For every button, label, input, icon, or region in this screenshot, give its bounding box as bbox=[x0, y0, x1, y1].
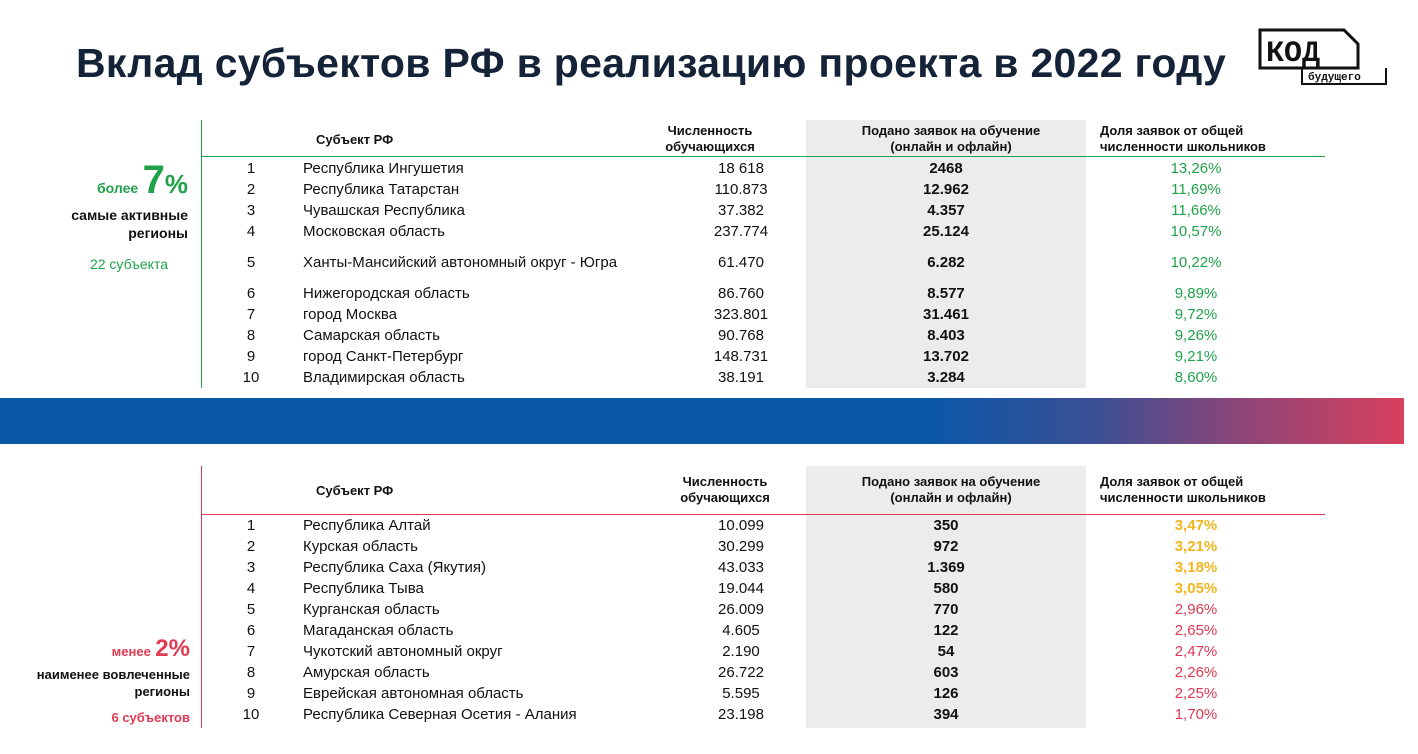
header-share-line1: Доля заявок от общей bbox=[1100, 123, 1244, 138]
logo-graphic bbox=[1258, 28, 1388, 90]
row-population: 5.595 bbox=[722, 685, 760, 702]
header-applications bbox=[806, 123, 1096, 155]
row-population: 323.801 bbox=[713, 306, 769, 323]
bottom-summary-number: 2 bbox=[155, 635, 169, 662]
row-share: 2,47% bbox=[1174, 643, 1218, 660]
top-summary-count: 22 субъекта bbox=[89, 256, 168, 272]
table-row bbox=[201, 683, 1325, 704]
table-row bbox=[201, 578, 1325, 599]
row-subject: Московская область bbox=[303, 223, 445, 240]
row-number: 9 bbox=[246, 348, 256, 365]
row-applications: 580 bbox=[933, 580, 959, 597]
row-subject: Ханты-Мансийский автономный округ - Югра bbox=[303, 254, 618, 271]
row-subject: Самарская область bbox=[303, 327, 440, 344]
row-population: 110.873 bbox=[714, 181, 768, 198]
row-number: 9 bbox=[246, 685, 256, 702]
row-population: 43.033 bbox=[718, 559, 764, 576]
row-subject: Республика Алтай bbox=[303, 517, 431, 534]
row-applications: 603 bbox=[933, 664, 959, 681]
row-applications: 25.124 bbox=[923, 223, 969, 240]
row-subject: Чукотский автономный округ bbox=[303, 643, 503, 660]
row-population: 18 618 bbox=[718, 160, 764, 177]
row-population: 237.774 bbox=[713, 223, 769, 240]
table-row bbox=[201, 242, 1325, 283]
gradient-divider-band bbox=[0, 398, 1404, 444]
row-population: 26.722 bbox=[718, 664, 764, 681]
row-population: 148.731 bbox=[713, 348, 769, 365]
row-subject: Республика Саха (Якутия) bbox=[303, 559, 487, 576]
row-share: 2,96% bbox=[1174, 601, 1218, 618]
row-number: 1 bbox=[246, 517, 256, 534]
row-subject: город Москва bbox=[303, 306, 397, 323]
row-share: 9,72% bbox=[1174, 306, 1218, 323]
top-summary-percent: % bbox=[164, 169, 188, 199]
row-applications: 972 bbox=[933, 538, 959, 555]
row-subject: Чувашская Республика bbox=[303, 202, 465, 219]
row-share: 9,21% bbox=[1174, 348, 1218, 365]
table-row bbox=[201, 704, 1325, 725]
row-applications: 122 bbox=[933, 622, 959, 639]
row-number: 5 bbox=[246, 601, 256, 618]
row-subject: Амурская область bbox=[303, 664, 430, 681]
bottom-summary-percent: % bbox=[168, 635, 190, 662]
table-row bbox=[201, 304, 1325, 325]
row-population: 30.299 bbox=[718, 538, 764, 555]
row-applications: 1.369 bbox=[927, 559, 965, 576]
row-applications: 126 bbox=[933, 685, 959, 702]
header-subject-bottom: Субъект РФ bbox=[316, 483, 394, 498]
row-population: 86.760 bbox=[718, 285, 764, 302]
top-summary bbox=[60, 160, 188, 272]
table-row bbox=[201, 158, 1325, 179]
row-population: 2.190 bbox=[722, 643, 760, 660]
row-share: 9,89% bbox=[1174, 285, 1218, 302]
table-row bbox=[201, 557, 1325, 578]
logo-line1: КОД bbox=[1266, 37, 1321, 71]
row-number: 2 bbox=[246, 538, 256, 555]
row-applications: 394 bbox=[933, 706, 959, 723]
row-share: 11,66% bbox=[1171, 202, 1221, 219]
row-applications: 4.357 bbox=[927, 202, 965, 219]
header-applications-bottom bbox=[806, 474, 1096, 506]
page-title: Вклад субъектов РФ в реализацию проекта в 2022 году bbox=[76, 40, 1227, 86]
top-summary-prefix: более bbox=[97, 180, 139, 196]
row-share: 10,22% bbox=[1170, 254, 1222, 271]
row-subject: город Санкт-Петербург bbox=[303, 348, 464, 365]
header-population-line2-bottom: обучающихся bbox=[680, 490, 770, 505]
table-row bbox=[201, 346, 1325, 367]
logo-line2: будущего bbox=[1308, 72, 1361, 84]
row-population: 19.044 bbox=[718, 580, 764, 597]
table-row bbox=[201, 515, 1325, 536]
row-population: 26.009 bbox=[718, 601, 764, 618]
row-number: 7 bbox=[246, 643, 256, 660]
row-number: 10 bbox=[242, 706, 260, 723]
row-subject: Нижегородская область bbox=[303, 285, 470, 302]
row-applications: 2468 bbox=[929, 160, 963, 177]
row-number: 5 bbox=[246, 254, 256, 271]
row-subject: Владимирская область bbox=[303, 369, 465, 386]
table-row bbox=[201, 599, 1325, 620]
row-subject: Республика Татарстан bbox=[303, 181, 460, 198]
row-share: 3,21% bbox=[1174, 538, 1218, 555]
row-number: 8 bbox=[246, 664, 256, 681]
header-applications-line1-bottom: Подано заявок на обучение bbox=[861, 474, 1041, 489]
header-population-bottom bbox=[655, 474, 795, 506]
row-share: 1,70% bbox=[1174, 706, 1218, 723]
header-applications-line1: Подано заявок на обучение bbox=[861, 123, 1041, 138]
top-summary-number: 7 bbox=[142, 158, 165, 202]
row-population: 4.605 bbox=[722, 622, 760, 639]
row-population: 61.470 bbox=[718, 254, 764, 271]
header-share-line2: численности школьников bbox=[1100, 139, 1266, 154]
row-subject: Магаданская область bbox=[303, 622, 454, 639]
row-subject: Еврейская автономная область bbox=[303, 685, 524, 702]
header-subject: Субъект РФ bbox=[316, 132, 394, 147]
row-subject: Республика Северная Осетия - Алания bbox=[303, 706, 577, 723]
row-applications: 12.962 bbox=[923, 181, 969, 198]
divider-header-top bbox=[201, 156, 1325, 157]
row-number: 1 bbox=[246, 160, 256, 177]
row-number: 4 bbox=[246, 580, 256, 597]
header-applications-line2-bottom: (онлайн и офлайн) bbox=[890, 490, 1012, 505]
bottom-summary-label-1: наименее вовлеченные bbox=[36, 667, 190, 682]
row-share: 3,05% bbox=[1174, 580, 1218, 597]
row-number: 8 bbox=[246, 327, 256, 344]
row-applications: 770 bbox=[933, 601, 959, 618]
row-share: 8,60% bbox=[1174, 369, 1218, 386]
header-share-bottom bbox=[1100, 474, 1266, 506]
header-share-line1-bottom: Доля заявок от общей bbox=[1100, 474, 1244, 489]
header-population-line1: Численность bbox=[667, 123, 753, 138]
row-subject: Курская область bbox=[303, 538, 418, 555]
table-row bbox=[201, 367, 1325, 388]
row-share: 10,57% bbox=[1170, 223, 1222, 240]
row-population: 38.191 bbox=[718, 369, 764, 386]
bottom-summary-label-2: регионы bbox=[134, 684, 190, 699]
row-subject: Республика Тыва bbox=[303, 580, 424, 597]
row-number: 10 bbox=[242, 369, 260, 386]
header-population-line2: обучающихся bbox=[665, 139, 755, 154]
row-population: 23.198 bbox=[718, 706, 764, 723]
table-row bbox=[201, 641, 1325, 662]
row-share: 13,26% bbox=[1170, 160, 1222, 177]
row-share: 3,47% bbox=[1174, 517, 1218, 534]
row-applications: 54 bbox=[937, 643, 955, 660]
header-share bbox=[1100, 123, 1266, 155]
table-row bbox=[201, 200, 1325, 221]
row-subject: Курганская область bbox=[303, 601, 440, 618]
row-applications: 6.282 bbox=[927, 254, 965, 271]
row-share: 11,69% bbox=[1171, 181, 1221, 198]
row-population: 90.768 bbox=[718, 327, 764, 344]
top-summary-label-1: самые активные bbox=[71, 207, 188, 223]
row-population: 37.382 bbox=[718, 202, 764, 219]
header-applications-line2: (онлайн и офлайн) bbox=[890, 139, 1012, 154]
row-share: 9,26% bbox=[1174, 327, 1218, 344]
row-applications: 3.284 bbox=[927, 369, 965, 386]
header-population-line1-bottom: Численность bbox=[682, 474, 768, 489]
row-applications: 31.461 bbox=[923, 306, 969, 323]
top-summary-label-2: регионы bbox=[128, 225, 188, 241]
table-row bbox=[201, 221, 1325, 242]
row-share: 2,65% bbox=[1174, 622, 1218, 639]
row-applications: 8.403 bbox=[927, 327, 965, 344]
bottom-summary-count: 6 субъектов bbox=[111, 710, 190, 725]
table-row bbox=[201, 325, 1325, 346]
row-share: 2,26% bbox=[1174, 664, 1218, 681]
table-row bbox=[201, 536, 1325, 557]
row-applications: 350 bbox=[933, 517, 959, 534]
row-subject: Республика Ингушетия bbox=[303, 160, 464, 177]
row-applications: 8.577 bbox=[927, 285, 965, 302]
table-row bbox=[201, 283, 1325, 304]
row-number: 3 bbox=[246, 202, 256, 219]
row-number: 2 bbox=[246, 181, 256, 198]
header-share-line2-bottom: численности школьников bbox=[1100, 490, 1266, 505]
row-applications: 13.702 bbox=[923, 348, 969, 365]
header-population bbox=[640, 123, 780, 155]
row-number: 6 bbox=[246, 622, 256, 639]
row-number: 3 bbox=[246, 559, 256, 576]
row-share: 3,18% bbox=[1174, 559, 1218, 576]
row-number: 7 bbox=[246, 306, 256, 323]
table-row bbox=[201, 620, 1325, 641]
row-number: 6 bbox=[246, 285, 256, 302]
row-number: 4 bbox=[246, 223, 256, 240]
row-population: 10.099 bbox=[718, 517, 764, 534]
kod-budushchego-logo bbox=[1258, 28, 1388, 90]
table-row bbox=[201, 662, 1325, 683]
table-row bbox=[201, 179, 1325, 200]
bottom-summary-prefix: менее bbox=[111, 644, 151, 659]
bottom-summary bbox=[20, 636, 190, 725]
row-share: 2,25% bbox=[1174, 685, 1218, 702]
